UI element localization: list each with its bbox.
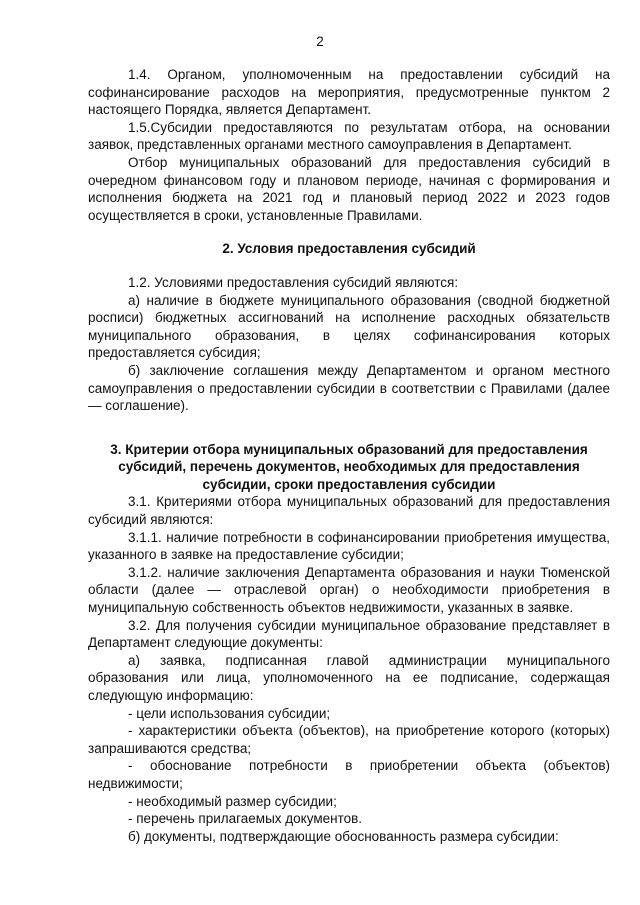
list-item-justification: - обоснование потребности в приобретении объекта (объектов) недвижимости; xyxy=(88,758,610,791)
list-item-characteristics: - характеристики объекта (объектов), на приобретение которого (которых) запрашиваются средства; xyxy=(88,723,610,756)
paragraph-3-1: 3.1. Критериями отбора муниципальных образований для предоставления субсидий являются: xyxy=(88,494,610,528)
list-item-attachments: - перечень прилагаемых документов. xyxy=(128,811,363,827)
paragraph-conditions-intro: 1.2. Условиями предоставления субсидий являются: xyxy=(128,274,459,290)
paragraph-documents-b: б) документы, подтверждающие обоснованность размера субсидии: xyxy=(128,828,559,844)
paragraph-condition-b: б) заключение соглашения между Департаментом и органом местного самоуправления о предоставлении субсидии в соответствии с Правилами (далее — соглашение). xyxy=(88,362,610,414)
section-3-heading: 3. Критерии отбора муниципальных образований для предоставления субсидий, перечень документов, необходимых для предоставления субсидии, сроки предоставления субсидии xyxy=(110,441,588,492)
list-item-amount: - необходимый размер субсидии; xyxy=(128,793,337,809)
section-2-heading: 2. Условия предоставления субсидий xyxy=(222,241,476,257)
document-body xyxy=(88,66,610,845)
paragraph-1-4: 1.4. Органом, уполномоченным на предоставлении субсидий на софинансирование расходов на мероприятия, предусмотренные пунктом 2 настоящего Порядка, является Департамент. xyxy=(88,67,610,118)
paragraph-3-2: 3.2. Для получения субсидии муниципальное образование представляет в Департамент следующие документы: xyxy=(88,617,610,651)
paragraph-3-1-2: 3.1.2. наличие заключения Департамента образования и науки Тюменской области (далее — отраслевой орган) о необходимости приобретения в муниципальную собственность объектов недвижимости, указанных в заявке. xyxy=(88,564,610,616)
paragraph-condition-a: а) наличие в бюджете муниципального образования (сводной бюджетной росписи) бюджетных ассигнований на исполнение расходных обязательств муниципального образования, в целях софинансирования которых предоставляется субсидия; xyxy=(88,292,610,361)
paragraph-1-5: 1.5.Субсидии предоставляются по результатам отбора, на основании заявок, представленных органами местного самоуправления в Департамент. xyxy=(88,119,610,153)
paragraph-application-a: а) заявка, подписанная главой администрации муниципального образования или лица, уполномоченного на ее подписание, содержащая следующую информацию: xyxy=(88,652,610,703)
page-number: 2 xyxy=(316,34,324,49)
paragraph-selection-timing: Отбор муниципальных образований для предоставления субсидий в очередном финансовом году и плановом периоде, начиная с формирования и исполнения бюджета на 2021 год и плановый период 2022 и 2023 годов осуществляется в сроки, установленные Правилами. xyxy=(88,154,610,223)
paragraph-3-1-1: 3.1.1. наличие потребности в софинансировании приобретения имущества, указанного в заявке на предоставление субсидии; xyxy=(88,529,610,563)
list-item-purpose: - цели использования субсидии; xyxy=(128,705,331,721)
